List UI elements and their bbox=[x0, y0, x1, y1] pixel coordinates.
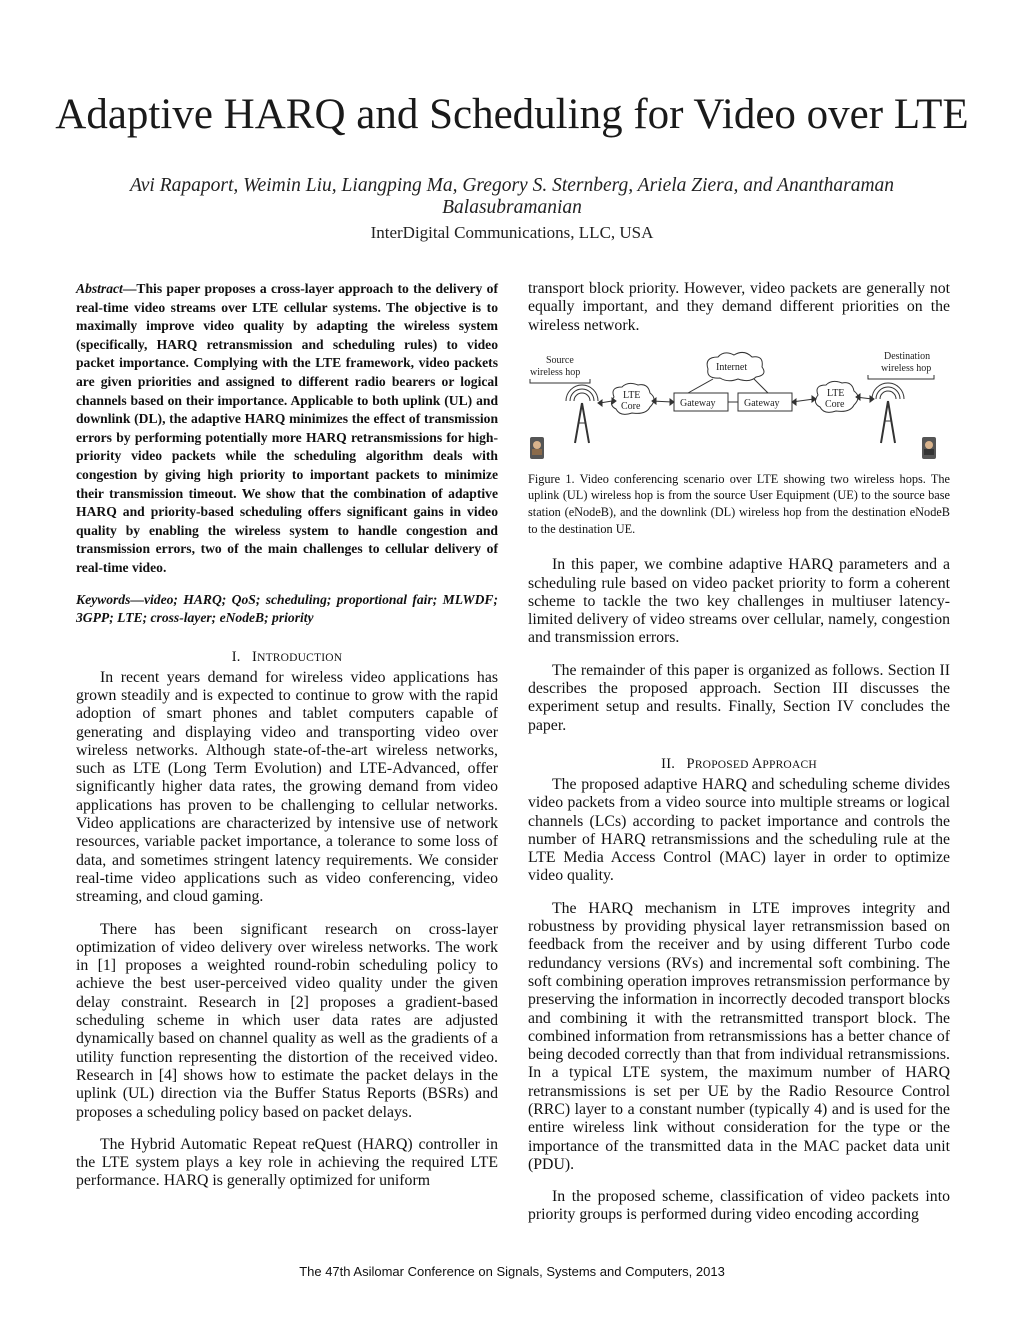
affiliation: InterDigital Communications, LLC, USA bbox=[370, 223, 654, 242]
section-rest: NTRODUCTION bbox=[257, 651, 343, 664]
section-heading-proposed-approach bbox=[528, 755, 950, 774]
approach-paragraph-2: The HARQ mechanism in LTE improves integrity and robustness by providing physical layer retransmission based on feedback from the receiver and by using different Turbo code redundancy versions (RVs) and incremental soft combining. The soft combining operation improves retransmission performance by preserving the information in incorrectly decoded transport blocks and combining it with the retransmitted transport block. The combined information from retransmissions has a better chance of being decoded correctly than that from individual retransmissions. In a typical LTE system, the maximum number of HARQ retransmissions is set per UE by the Radio Resource Control (RRC) layer to a constant number (typically 4) and is used for the entire wireless link without consideration for the type or the importance of the transmitted data in the MAC packet data unit (PDU). bbox=[528, 899, 950, 1173]
lte-core-cloud-icon bbox=[815, 381, 858, 412]
keywords: Keywords—video; HARQ; QoS; scheduling; proportional fair; MLWDF; 3GPP; LTE; cross-layer; eNodeB; priority bbox=[76, 591, 498, 626]
section-number: I. bbox=[231, 648, 241, 665]
conference-footer: The 47th Asilomar Conference on Signals, Systems and Computers, 2013 bbox=[299, 1264, 725, 1279]
source-ue-phone-icon bbox=[530, 437, 544, 459]
intro-paragraph-1: In recent years demand for wireless video applications has grown steadily and is expected to continue to grow with the rapid adoption of smart phones and tablet computers capable of generating and displaying video and transporting video over wireless networks. Although state-of-the-art wireless networks, such as LTE (Long Term Evolution) and LTE-Advanced, offer significantly higher data rates, the growing demand from video applications has proven to be challenging to cellular networks. Video applications are characterized by intensive use of network resources, variable packet importance, a tolerance to some loss of data, and sometimes stringent latency requirements. We consider real-time video applications such as video conferencing, video streaming, and cloud gaming. bbox=[76, 668, 498, 906]
internet-link-left bbox=[688, 379, 713, 393]
lte-core-cloud-icon bbox=[611, 383, 654, 414]
internet-link-right bbox=[754, 379, 768, 393]
destination-hop-label: wireless hop bbox=[881, 362, 932, 374]
approach-paragraph-3: In the proposed scheme, classification of video packets into priority groups is performed during video encoding according bbox=[528, 1188, 950, 1224]
destination-label: Destination bbox=[884, 350, 931, 362]
source-hop-bracket bbox=[530, 379, 590, 383]
paper-title: Adaptive HARQ and Scheduling for Video over LTE bbox=[55, 91, 969, 138]
destination-ue-phone-icon bbox=[922, 437, 936, 459]
destination-hop-bracket bbox=[868, 375, 934, 379]
source-label: Source bbox=[546, 354, 574, 366]
right-column bbox=[528, 280, 950, 1225]
core-label-2: Core bbox=[825, 398, 845, 410]
lte-label-1: LTE bbox=[623, 389, 641, 401]
internet-cloud-icon bbox=[707, 352, 764, 380]
network-diagram bbox=[528, 351, 950, 463]
section-initial: A bbox=[751, 755, 763, 772]
section-initial: I bbox=[252, 648, 258, 665]
approach-paragraph-1: The proposed adaptive HARQ and scheduling scheme divides video packets from a video source into multiple streams or logical channels (LCs) according to packet importance and controls the number of HARQ retransmissions and the scheduling rule at the LTE Media Access Control (MAC) layer in order to optimize video quality. bbox=[528, 775, 950, 885]
intro-paragraph-2: There has been significant research on cross-layer optimization of video delivery over wireless networks. The work in [1] proposes a weighted round-robin scheduling policy to achieve the best user-perceived video quality under the given delay constraint. Research in [2] proposes a gradient-based scheduling scheme in which user data rates are adjusted dynamically based on channel quality as well as the gradients of a utility function representing the distortion of the received video. Research in [4] shows how to estimate the packet delays in the uplink (UL) direction via the Buffer Status Reports (BSRs) and proposes a scheduling policy based on packet delays. bbox=[76, 920, 498, 1121]
right-paragraph-1: In this paper, we combine adaptive HARQ parameters and a scheduling rule based on video packet priority to form a coherent scheme to tackle the two key challenges in multiuser latency-limited delivery of video streams over cellular, namely, congestion and transmission errors. bbox=[528, 556, 950, 647]
abstract bbox=[76, 280, 498, 578]
figure-1-caption: Figure 1. Video conferencing scenario over LTE showing two wireless hops. The uplink (UL) wireless hop is from the source User Equipment (UE) to the source base station (eNodeB), and the downlink (DL) wireless hop from the destination eNodeB to the destination UE. bbox=[528, 471, 950, 536]
left-column bbox=[76, 280, 498, 1191]
right-paragraph-2: The remainder of this paper is organized as follows. Section II describes the proposed approach. Section III discusses the experiment setup and results. Finally, Section IV concludes the paper. bbox=[528, 661, 950, 734]
base-station-tower-icon bbox=[872, 383, 904, 443]
section-initial: P bbox=[686, 755, 695, 772]
core-label-1: Core bbox=[621, 400, 641, 412]
intro-paragraph-3: The Hybrid Automatic Repeat reQuest (HARQ) controller in the LTE system plays a key role in achieving the required LTE performance. HARQ is generally optimized for uniform bbox=[76, 1135, 498, 1190]
right-continuation-text: transport block priority. However, video packets are generally not equally important, and they demand different priorities on the wireless network. bbox=[528, 280, 950, 334]
section-rest: ROPOSED bbox=[694, 758, 752, 771]
section-rest: PPROACH bbox=[762, 758, 817, 771]
source-hop-label: wireless hop bbox=[530, 366, 581, 378]
lte-label-2: LTE bbox=[827, 387, 845, 399]
abstract-lead: Abstract bbox=[76, 281, 123, 296]
figure-1-diagram bbox=[528, 351, 950, 463]
author-list: Avi Rapaport, Weimin Liu, Liangping Ma, Gregory S. Sternberg, Ariela Ziera, and Anantharaman Balasubramanian bbox=[129, 175, 895, 218]
internet-label: Internet bbox=[716, 361, 748, 373]
section-number: II. bbox=[661, 755, 676, 772]
section-heading-introduction bbox=[76, 648, 498, 667]
abstract-text: —This paper proposes a cross-layer approach to the delivery of real-time video streams over LTE cellular systems. The objective is to maximally improve video quality by adapting the wireless system (specifically, HARQ retransmission and scheduling rules) to video packet importance. Complying with the LTE framework, video packets are given priorities and assigned to different radio bearers or logical channels based on their importance. Applicable to both uplink (UL) and downlink (DL), the adaptive HARQ minimizes the effect of transmission errors by performing potentially more HARQ retransmissions for high-priority video packets while the scheduling algorithm deals with congestion by giving high priority to important packets to minimize their transmission timeout. We show that the combination of adaptive HARQ and priority-based scheduling offers significant gains in video quality by enabling the wireless system to handle congestion and transmission errors, two of the main challenges to cellular delivery of real-time video. bbox=[76, 281, 498, 575]
base-station-tower-icon bbox=[566, 385, 598, 443]
gateway-label-1: Gateway bbox=[680, 397, 716, 409]
gateway-label-2: Gateway bbox=[744, 397, 780, 409]
